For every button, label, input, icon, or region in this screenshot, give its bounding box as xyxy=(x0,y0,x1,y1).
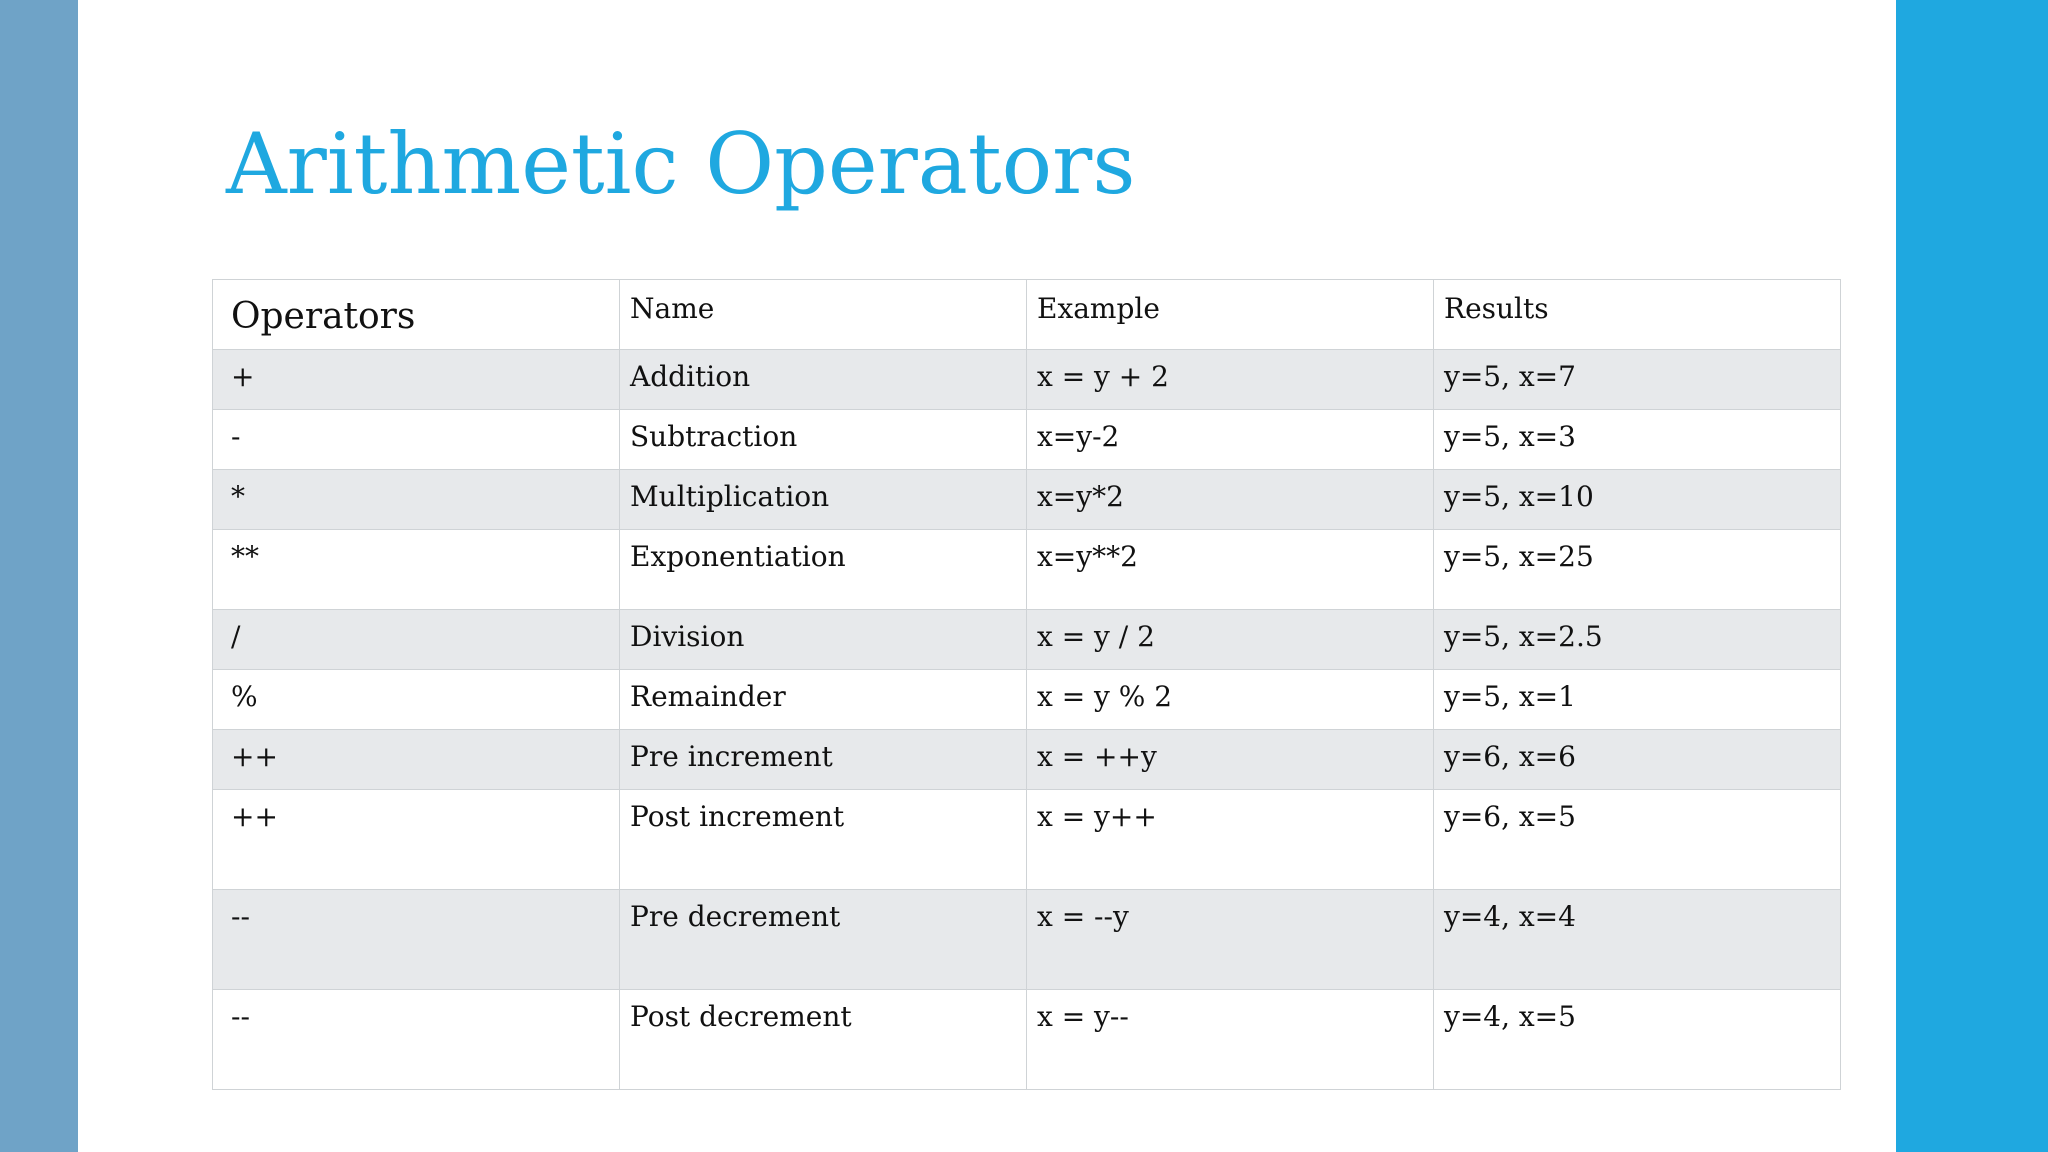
cell-operator: / xyxy=(213,610,620,670)
cell-operator: ++ xyxy=(213,790,620,890)
table-row xyxy=(213,670,1841,730)
cell-operator: -- xyxy=(213,990,620,1090)
cell-operator: ++ xyxy=(213,730,620,790)
cell-name: Remainder xyxy=(620,670,1027,730)
table-row xyxy=(213,350,1841,410)
table-row xyxy=(213,410,1841,470)
cell-operator: % xyxy=(213,670,620,730)
cell-name: Post increment xyxy=(620,790,1027,890)
cell-result: y=5, x=2.5 xyxy=(1434,610,1841,670)
cell-example: x = --y xyxy=(1027,890,1434,990)
cell-example: x = y + 2 xyxy=(1027,350,1434,410)
header-example: Example xyxy=(1027,280,1434,350)
header-name: Name xyxy=(620,280,1027,350)
cell-name: Multiplication xyxy=(620,470,1027,530)
cell-example: x = y-- xyxy=(1027,990,1434,1090)
table-row xyxy=(213,730,1841,790)
slide-title: Arithmetic Operators xyxy=(226,115,1136,213)
cell-name: Exponentiation xyxy=(620,530,1027,610)
cell-name: Pre increment xyxy=(620,730,1027,790)
table-row xyxy=(213,990,1841,1090)
cell-example: x = y % 2 xyxy=(1027,670,1434,730)
cell-operator: ** xyxy=(213,530,620,610)
cell-name: Addition xyxy=(620,350,1027,410)
cell-example: x=y**2 xyxy=(1027,530,1434,610)
cell-name: Pre decrement xyxy=(620,890,1027,990)
cell-result: y=4, x=5 xyxy=(1434,990,1841,1090)
table-row xyxy=(213,890,1841,990)
table-row xyxy=(213,470,1841,530)
cell-operator: -- xyxy=(213,890,620,990)
left-accent-bar xyxy=(0,0,78,1152)
cell-result: y=5, x=10 xyxy=(1434,470,1841,530)
cell-name: Post decrement xyxy=(620,990,1027,1090)
cell-example: x=y-2 xyxy=(1027,410,1434,470)
cell-name: Division xyxy=(620,610,1027,670)
table-row xyxy=(213,530,1841,610)
cell-example: x=y*2 xyxy=(1027,470,1434,530)
cell-operator: + xyxy=(213,350,620,410)
operators-table xyxy=(212,279,1841,1090)
cell-result: y=6, x=5 xyxy=(1434,790,1841,890)
header-operators: Operators xyxy=(213,280,620,350)
cell-operator: - xyxy=(213,410,620,470)
cell-result: y=6, x=6 xyxy=(1434,730,1841,790)
table-row xyxy=(213,610,1841,670)
cell-result: y=5, x=25 xyxy=(1434,530,1841,610)
cell-result: y=5, x=7 xyxy=(1434,350,1841,410)
cell-result: y=5, x=3 xyxy=(1434,410,1841,470)
header-row xyxy=(213,280,1841,350)
cell-result: y=5, x=1 xyxy=(1434,670,1841,730)
header-results: Results xyxy=(1434,280,1841,350)
cell-example: x = y / 2 xyxy=(1027,610,1434,670)
cell-name: Subtraction xyxy=(620,410,1027,470)
cell-example: x = y++ xyxy=(1027,790,1434,890)
cell-example: x = ++y xyxy=(1027,730,1434,790)
cell-result: y=4, x=4 xyxy=(1434,890,1841,990)
table-header xyxy=(213,280,1841,350)
table-body xyxy=(213,350,1841,1090)
right-accent-bar xyxy=(1896,0,2048,1152)
cell-operator: * xyxy=(213,470,620,530)
table-row xyxy=(213,790,1841,890)
